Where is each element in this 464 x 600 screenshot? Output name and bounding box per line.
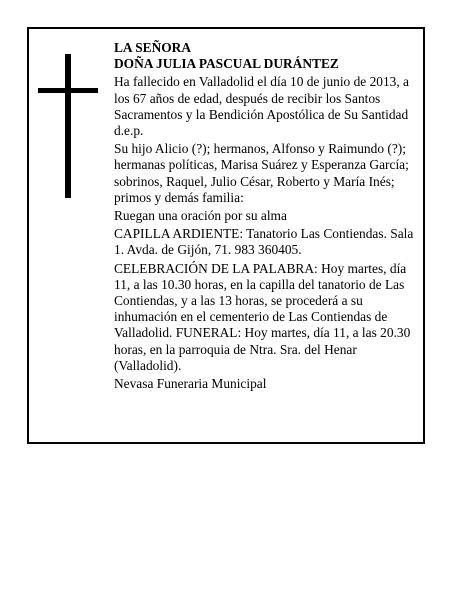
deceased-name: DOÑA JULIA PASCUAL DURÁNTEZ (114, 56, 339, 72)
title-line-1: LA SEÑORA (114, 40, 192, 55)
chapel-info: CAPILLA ARDIENTE: Tanatorio Las Contiendas. Sala 1. Avda. de Gijón, 71. 983 360405. (114, 226, 414, 258)
obituary-text (114, 40, 414, 394)
prayer-request: Ruegan una oración por su alma (114, 208, 287, 224)
family-list: Su hijo Alicio (?); hermanos, Alfonso y Raimundo (?); hermanas políticas, Marisa Suárez y Esperanza García; sobrinos, Raquel, Julio César, Roberto y María Inés; primos y demás familia: (114, 141, 409, 205)
cross-icon (38, 54, 98, 198)
cross-vertical-bar (65, 54, 71, 198)
death-announcement: Ha fallecido en Valladolid el día 10 de junio de 2013, a los 67 años de edad, después de recibir los Santos Sacramentos y la Bendición Apostólica de Su Santidad d.e.p. (114, 74, 410, 139)
cross-horizontal-bar (38, 88, 98, 93)
funeral-home: Nevasa Funeraria Municipal (114, 376, 267, 392)
ceremony-info: CELEBRACIÓN DE LA PALABRA: Hoy martes, día 11, a las 10.30 horas, en la capilla del tanatorio de Las Contiendas, y a las 13 horas, se procederá a su inhumación en el cementerio de Las Contiendas de Valladolid. FUNERAL: Hoy martes, día 11, a las 20.30 horas, en la parroquia de Ntra. Sra. del Henar (Valladolid). (114, 260, 411, 373)
